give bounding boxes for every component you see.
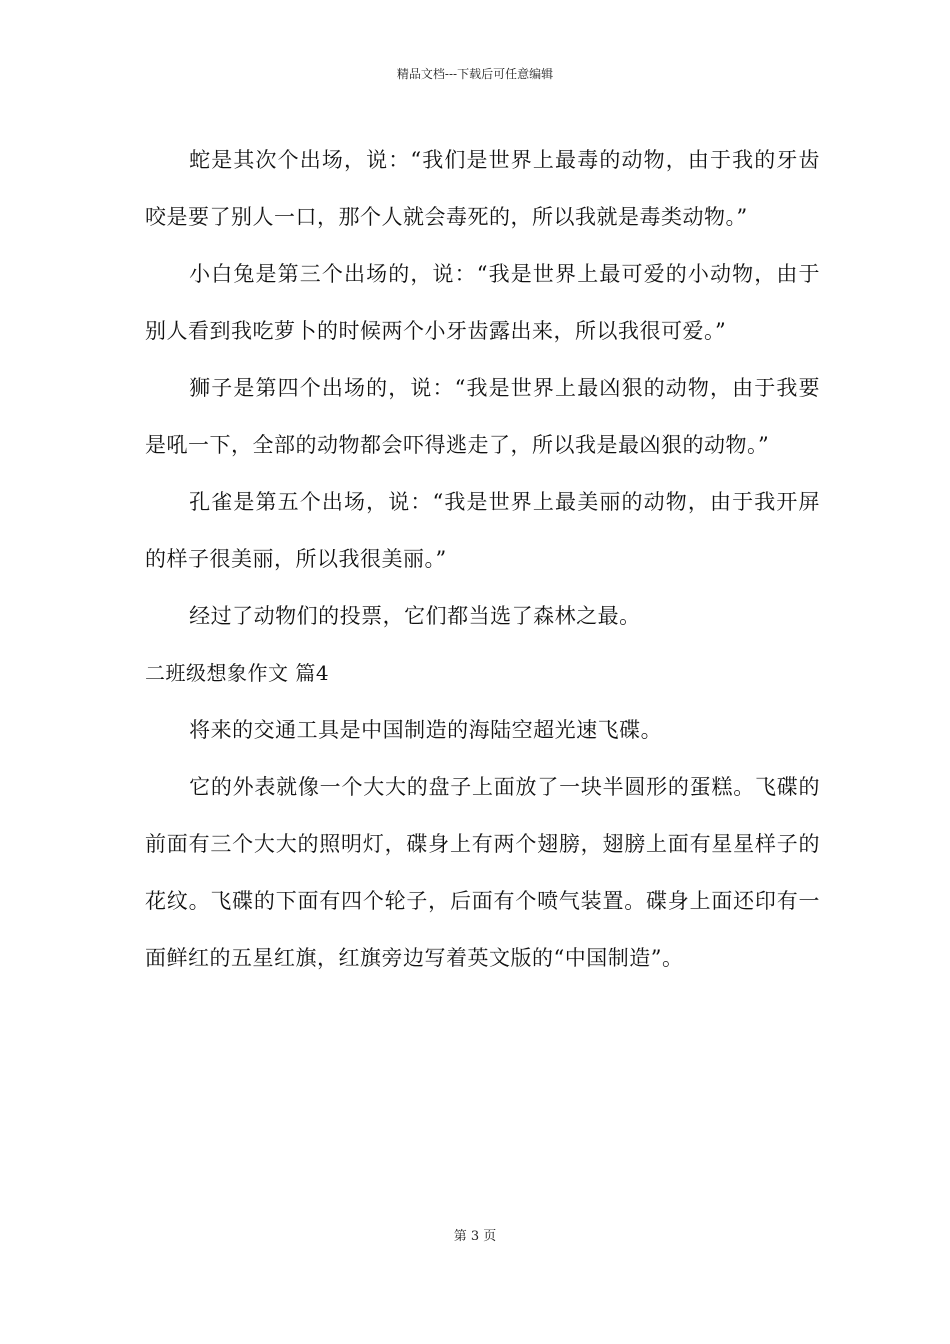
page-header: 精品文档---下载后可任意编辑 [396, 67, 554, 81]
paragraph-lion: 狮子是第四个出场的，说：“我是世界上最凶狠的动物，由于我要是吼一下，全部的动物都会吓得逃走了，所以我是最凶狠的动物。” [145, 376, 820, 457]
document-body [145, 132, 820, 987]
paragraph-ufo-description: 它的外表就像一个大大的盘子上面放了一块半圆形的蛋糕。飞碟的前面有三个大大的照明灯，碟身上有两个翅膀，翅膀上面有星星样子的花纹。飞碟的下面有四个轮子，后面有个喷气装置。碟身上面还印有一面鲜红的五星红旗，红旗旁边写着英文版的“中国制造”。 [145, 775, 820, 970]
paragraph-vote: 经过了动物们的投票，它们都当选了森林之最。 [189, 604, 641, 628]
paragraph-future-transport: 将来的交通工具是中国制造的海陆空超光速飞碟。 [189, 718, 663, 742]
paragraph-snake: 蛇是其次个出场，说：“我们是世界上最毒的动物，由于我的牙齿咬是要了别人一口，那个人就会毒死的，所以我就是毒类动物。” [145, 148, 820, 229]
paragraph-peacock: 孔雀是第五个出场，说：“我是世界上最美丽的动物，由于我开屏的样子很美丽，所以我很美丽。” [145, 490, 820, 571]
page-number: 第 3 页 [453, 1229, 497, 1244]
paragraph-rabbit: 小白兔是第三个出场的，说：“我是世界上最可爱的小动物，由于别人看到我吃萝卜的时候两个小牙齿露出来，所以我很可爱。” [145, 262, 820, 343]
section-title: 二班级想象作文 篇4 [145, 661, 330, 685]
